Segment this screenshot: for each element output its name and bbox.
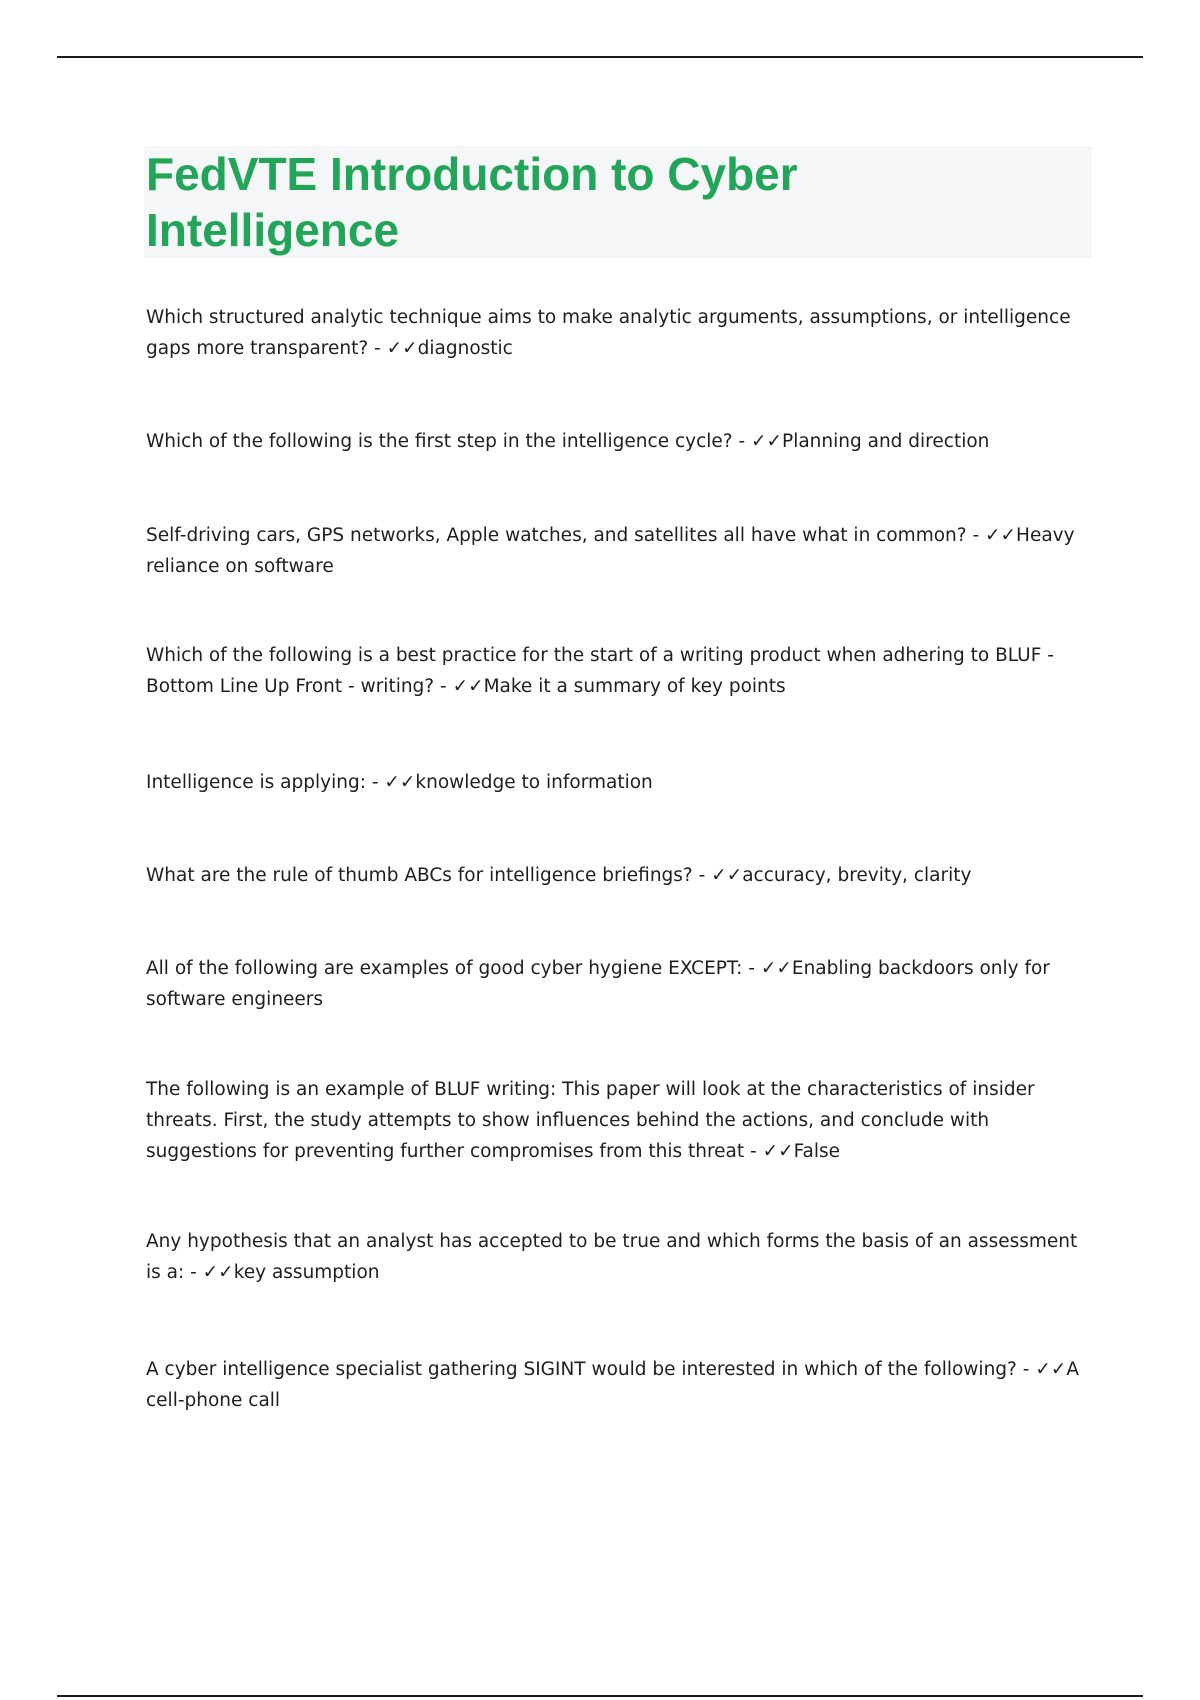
answer-text: key assumption [233,1262,380,1283]
qa-item [146,1354,1096,1416]
double-check-icon: ✓✓ [1035,1359,1067,1380]
double-check-icon: ✓✓ [751,431,783,452]
answer-text: diagnostic [417,338,513,359]
question-text: Which of the following is the first step in the intelligence cycle? [146,431,733,452]
bottom-rule [57,1695,1143,1697]
separator: - [742,958,761,979]
answer-text: Make it a summary of key points [483,676,786,697]
separator: - [692,865,712,886]
question-text: Which of the following is a best practice for the start of a writing product when adhering to BLUF - Bottom Line Up Front - writing? [146,645,1054,697]
answer-text: False [793,1141,841,1162]
qa-item [146,1074,1096,1167]
double-check-icon: ✓✓ [452,676,484,697]
separator: - [365,772,385,793]
question-text: All of the following are examples of good cyber hygiene EXCEPT: [146,958,743,979]
double-check-icon: ✓✓ [760,958,792,979]
top-rule [57,56,1143,58]
answer-text: Heavy reliance on software [146,525,1075,577]
answer-text: knowledge to information [415,772,653,793]
separator: - [732,431,752,452]
question-text: Which structured analytic technique aims to make analytic arguments, assumptions, or intelligence gaps more transparent? [146,307,1071,359]
separator: - [966,525,986,546]
qa-item [146,1226,1096,1288]
separator: - [368,338,387,359]
qa-item [146,767,1096,798]
double-check-icon: ✓✓ [386,338,418,359]
qa-item [146,860,1096,891]
qa-item [146,302,1096,364]
answer-text: accuracy, brevity, clarity [742,865,972,886]
question-text: The following is an example of BLUF writing: This paper will look at the characteristics of insider threats. First, the study attempts to show influences behind the actions, and conclude with suggestions for preventing further compromises from this threat [146,1079,1035,1162]
answer-text: A cell-phone call [146,1359,1079,1411]
double-check-icon: ✓✓ [985,525,1017,546]
separator: - [184,1262,203,1283]
double-check-icon: ✓✓ [711,865,743,886]
answer-text: Planning and direction [782,431,990,452]
answer-text: Enabling backdoors only for software engineers [146,958,1050,1010]
question-text: Self-driving cars, GPS networks, Apple watches, and satellites all have what in common? [146,525,967,546]
double-check-icon: ✓✓ [762,1141,794,1162]
double-check-icon: ✓✓ [384,772,416,793]
qa-item [146,640,1096,702]
separator: - [434,676,453,697]
qa-item [146,426,1096,457]
separator: - [1016,1359,1036,1380]
question-text: Any hypothesis that an analyst has accepted to be true and which forms the basis of an assessment is a: [146,1231,1078,1283]
question-text: Intelligence is applying: [146,772,366,793]
double-check-icon: ✓✓ [202,1262,234,1283]
separator: - [744,1141,763,1162]
question-text: A cyber intelligence specialist gathering SIGINT would be interested in which of the following? [146,1359,1017,1380]
document-title: FedVTE Introduction to Cyber Intelligence [146,148,798,256]
qa-item [146,520,1096,582]
question-text: What are the rule of thumb ABCs for intelligence briefings? [146,865,693,886]
qa-item [146,953,1096,1015]
